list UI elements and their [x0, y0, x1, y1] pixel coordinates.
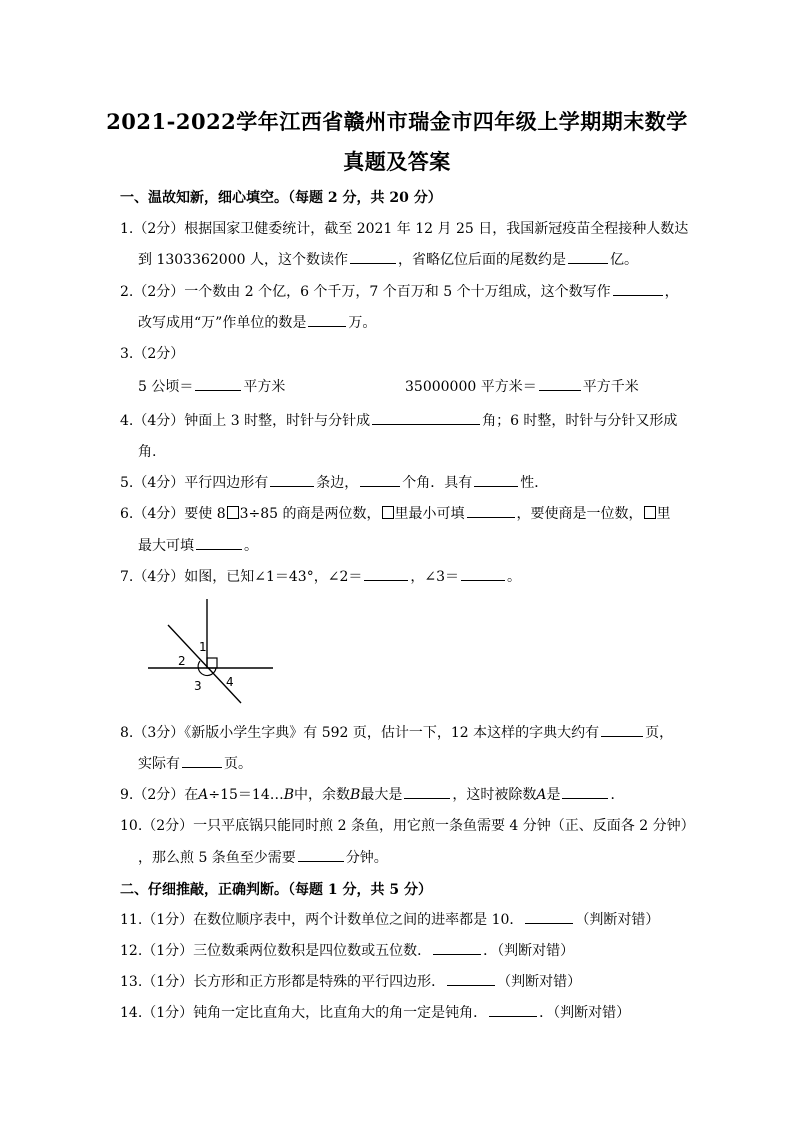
doc-title-line2: 真题及答案 — [343, 149, 451, 174]
q4-line2: 角. — [138, 444, 157, 460]
q2-blank-1[interactable] — [613, 281, 663, 296]
q1-blank-1[interactable] — [350, 249, 396, 264]
q4-blank-1[interactable] — [372, 410, 480, 425]
q1-blank-2[interactable] — [568, 249, 608, 264]
q10-blank-1[interactable] — [298, 847, 344, 862]
angle-label-3: 3 — [194, 679, 202, 693]
q1-line2: 到 1303362000 人，这个数读作 ，省略亿位后面的尾数约是 亿。 — [138, 249, 638, 269]
q6-square-box-2 — [382, 506, 394, 519]
q5-blank-3[interactable] — [474, 472, 518, 487]
q10-line1: 10.（2分）一只平底锅只能同时煎 2 条鱼，用它煎一条鱼需要 4 分钟（正、反面各 2 分钟） — [120, 818, 695, 834]
right-angle-mark — [207, 658, 217, 668]
q3-blank-1[interactable] — [195, 376, 241, 391]
q7-blank-2[interactable] — [461, 566, 505, 581]
q6-blank-1[interactable] — [467, 503, 515, 518]
q6-square-box-3 — [644, 506, 656, 519]
q6-square-box-1 — [227, 506, 239, 519]
q5-blank-2[interactable] — [360, 472, 400, 487]
q13-line: 13.（1分）长方形和正方形都是特殊的平行四边形． （判断对错） — [120, 971, 581, 991]
q5-blank-1[interactable] — [270, 472, 314, 487]
angle-label-1: 1 — [199, 640, 207, 654]
section-1-heading: 一、温故知新，细心填空。（每题 2 分，共 20 分） — [120, 190, 442, 206]
q5-line1: 5.（4分）平行四边形有 条边， 个角．具有 性． — [120, 472, 548, 492]
q6-blank-2[interactable] — [196, 535, 242, 550]
q6-line2: 最大可填 。 — [138, 535, 258, 555]
q3-line1: 3.（2分） — [120, 346, 185, 362]
q3-blank-2[interactable] — [539, 376, 581, 391]
doc-title-line1: 2021-2022学年江西省赣州市瑞金市四年级上学期期末数学 — [106, 109, 688, 134]
q8-line1: 8.（3分）《新版小学生字典》有 592 页，估计一下，12 本这样的字典大约有 页， — [120, 722, 673, 742]
q13-blank[interactable] — [447, 971, 495, 986]
q12-line: 12.（1分）三位数乘两位数积是四位数或五位数． ．（判断对错） — [120, 940, 574, 960]
q8-line2: 实际有 页。 — [138, 753, 252, 773]
q10-line2: ，那么煎 5 条鱼至少需要 分钟。 — [138, 847, 388, 867]
q8-blank-1[interactable] — [601, 722, 643, 737]
q7-blank-1[interactable] — [364, 566, 408, 581]
q4-line1: 4.（4分）钟面上 3 时整，时针与分针成 角；6 时整，时针与分针又形成 — [120, 410, 677, 430]
q6-line1: 6.（4分）要使 8 3÷85 的商是两位数， 里最小可填 ，要使商是一位数， 里 — [120, 503, 671, 523]
q1-line1: 1.（2分）根据国家卫健委统计，截至 2021 年 12 月 25 日，我国新冠疫苗全程接种人数达 — [120, 221, 689, 237]
q14-blank[interactable] — [489, 1002, 537, 1017]
section-2-heading: 二、仔细推敲，正确判断。（每题 1 分，共 5 分） — [120, 882, 432, 898]
q2-blank-2[interactable] — [308, 312, 346, 327]
q14-line: 14.（1分）钝角一定比直角大，比直角大的角一定是钝角． ．（判断对错） — [120, 1002, 630, 1022]
q2-line1: 2.（2分）一个数由 2 个亿，6 个千万，7 个百万和 5 个十万组成，这个数写作 ， — [120, 281, 679, 301]
q3-right: 35000000 平方米＝ 平方千米 — [405, 376, 639, 396]
angle-label-2: 2 — [178, 654, 186, 668]
angle-figure — [138, 595, 288, 710]
q11-blank[interactable] — [525, 909, 573, 924]
q3-left: 5 公顷＝ 平方米 — [138, 376, 285, 396]
angle-label-4: 4 — [226, 675, 234, 689]
q8-blank-2[interactable] — [182, 753, 222, 768]
q7-line1: 7.（4分）如图，已知∠1＝43°，∠2＝ ，∠3＝ 。 — [120, 566, 521, 586]
q11-line: 11.（1分）在数位顺序表中，两个计数单位之间的进率都是 10． （判断对错） — [120, 909, 659, 929]
q2-line2: 改写成用“万”作单位的数是 万。 — [138, 312, 376, 332]
q9-blank-1[interactable] — [404, 784, 450, 799]
q12-blank[interactable] — [433, 940, 481, 955]
q9-blank-2[interactable] — [562, 784, 608, 799]
q9-line1: 9.（2分）在A÷15＝14…B中，余数B最大是 ，这时被除数A是 ． — [120, 784, 624, 804]
